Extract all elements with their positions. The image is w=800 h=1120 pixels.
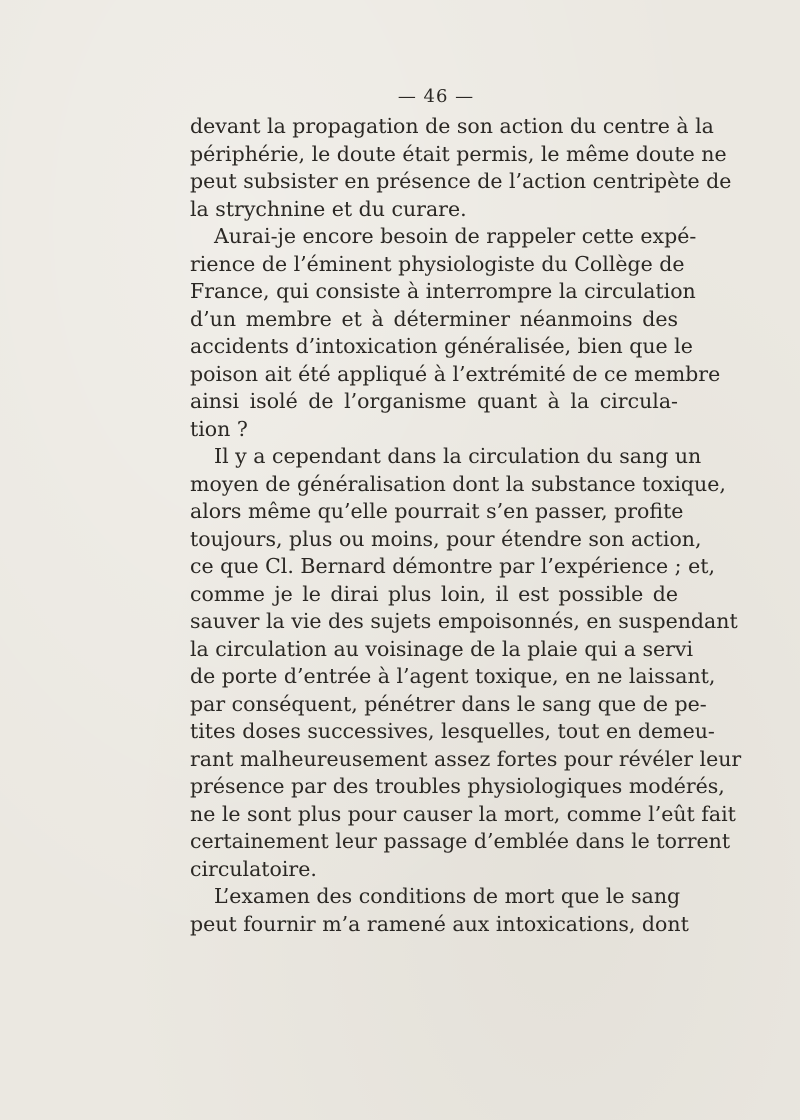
text-line: circulatoire. (190, 856, 317, 881)
text-line: poison ait été appliqué à l’extrémité de ce membre (190, 361, 721, 386)
body-text (190, 113, 742, 938)
text-line: d’un membre et à déterminer néanmoins des (190, 306, 678, 331)
text-line: peut subsister en présence de l’action centripète de (190, 169, 732, 193)
text-line: périphérie, le doute était permis, le même doute ne (190, 141, 727, 166)
text-line: France, qui consiste à interrompre la circulation (190, 279, 696, 303)
paragraph-start-line: L’examen des conditions de mort que le sang (214, 884, 681, 908)
text-line: devant la propagation de son action du centre à la (190, 114, 714, 138)
paragraph-start-line: Il y a cependant dans la circulation du sang un (214, 444, 702, 468)
paragraph-start-line: Aurai-je encore besoin de rappeler cette expé- (214, 224, 697, 248)
text-line: comme je le dirai plus loin, il est possible de (190, 581, 678, 606)
text-line: la circulation au voisinage de la plaie qui a servi (190, 636, 694, 661)
text-line: alors même qu’elle pourrait s’en passer, profite (190, 499, 684, 523)
text-line: ainsi isolé de l’organisme quant à la circula- (190, 389, 678, 413)
text-line: par conséquent, pénétrer dans le sang que de pe- (190, 691, 707, 716)
text-line: rience de l’éminent physiologiste du Collège de (190, 251, 685, 276)
text-line: sauver la vie des sujets empoisonnés, en suspendant (190, 609, 738, 633)
text-line: la strychnine et du curare. (190, 196, 467, 221)
text-line: tion ? (190, 416, 248, 441)
text-line: peut fournir m’a ramené aux intoxications, dont (190, 911, 689, 936)
page-number: — 46 — (397, 86, 475, 107)
text-line: rant malheureusement assez fortes pour révéler leur (190, 746, 742, 771)
text-line: ce que Cl. Bernard démontre par l’expérience ; et, (190, 554, 715, 578)
text-line: de porte d’entrée à l’agent toxique, en ne laissant, (190, 664, 716, 688)
text-line: tites doses successives, lesquelles, tout en demeu- (190, 719, 715, 743)
text-line: moyen de généralisation dont la substance toxique, (190, 471, 726, 496)
text-line: accidents d’intoxication généralisée, bien que le (190, 334, 693, 358)
text-line: présence par des troubles physiologiques modérés, (190, 774, 725, 798)
text-line: ne le sont plus pour causer la mort, comme l’eût fait (190, 801, 736, 826)
text-line: toujours, plus ou moins, pour étendre son action, (190, 526, 702, 551)
text-line: certainement leur passage d’emblée dans le torrent (190, 829, 731, 853)
